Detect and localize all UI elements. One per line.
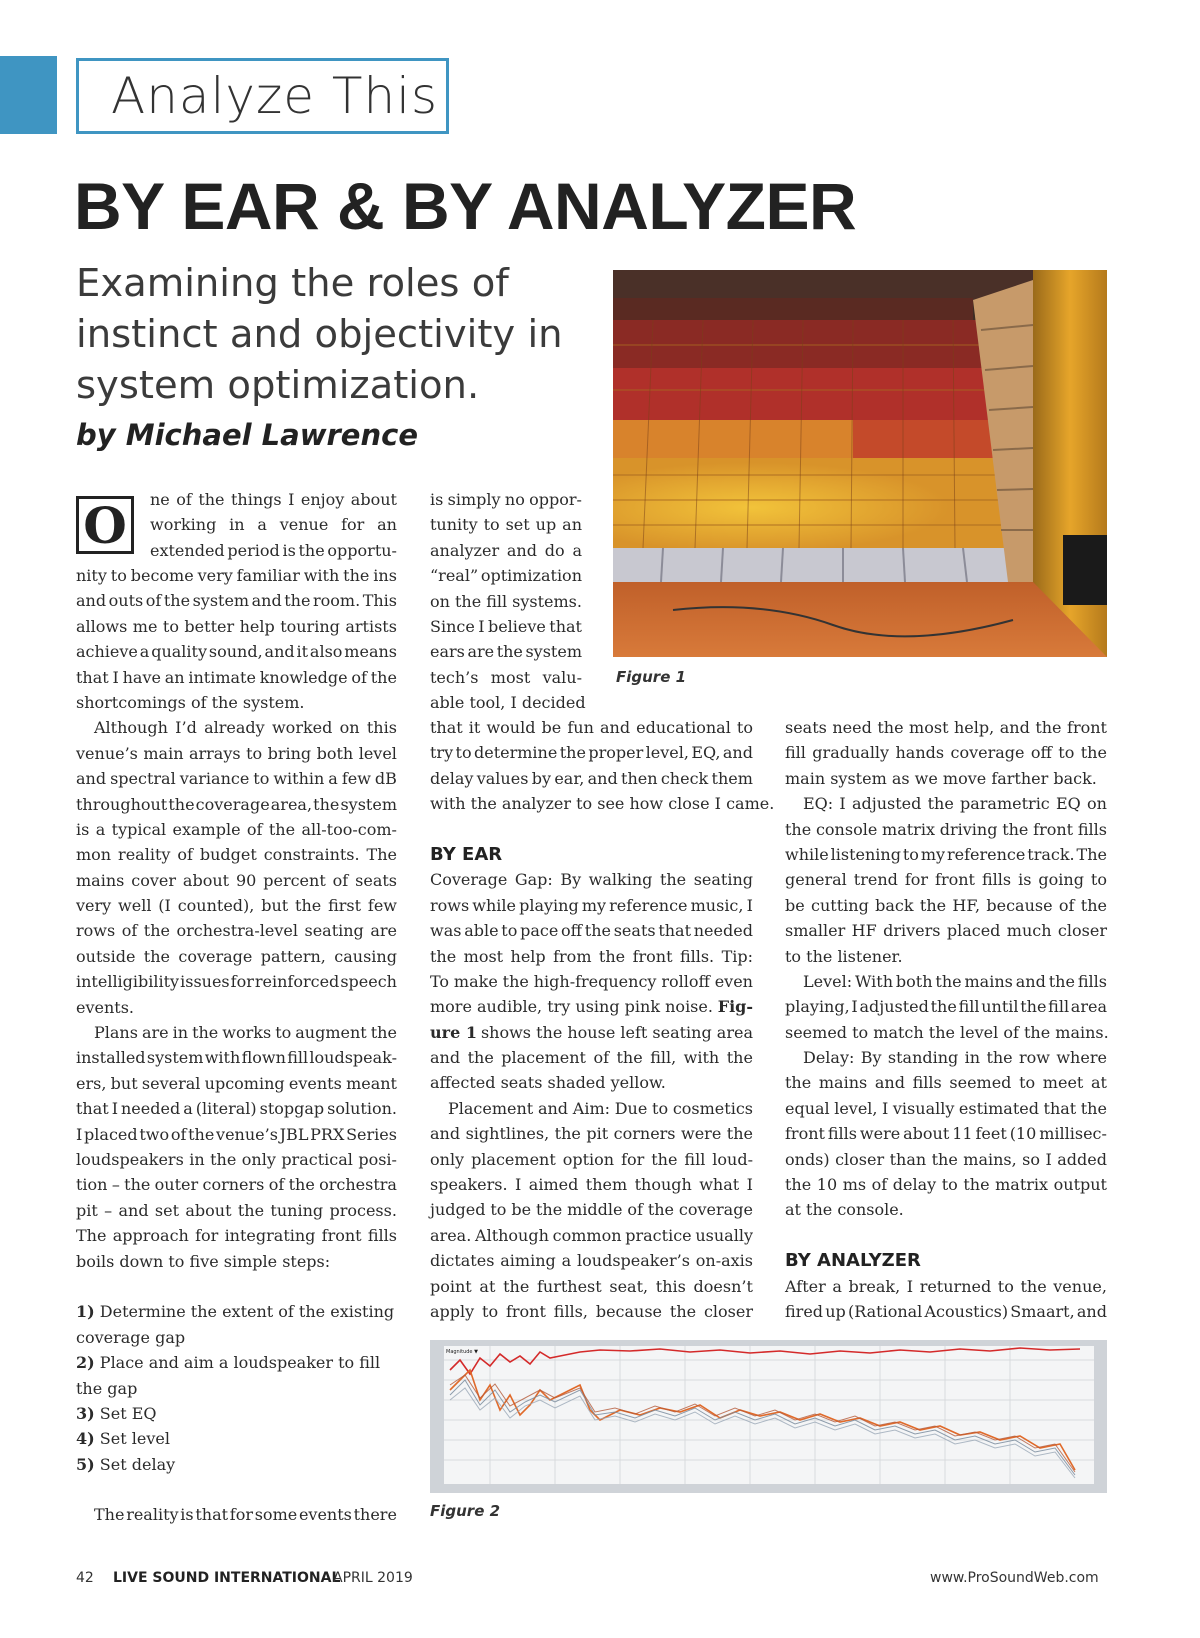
text-line: rows of the orchestra-level seating are xyxy=(76,921,397,941)
text-line: judged to be the middle of the coverage xyxy=(430,1200,753,1220)
text-line: fill gradually hands coverage off to the xyxy=(785,743,1107,763)
text-line: at the console. xyxy=(785,1200,904,1220)
text-line: tech’s most valu- xyxy=(430,667,582,687)
text-line: was able to pace off the seats that needed xyxy=(430,921,753,941)
step-item: 2) Place and aim a loudspeaker to fill xyxy=(76,1353,381,1373)
text-line: venue’s main arrays to bring both level xyxy=(76,743,397,763)
blank-line xyxy=(430,817,753,842)
blank-line xyxy=(785,1223,1107,1248)
text-line: ers, but several upcoming events meant xyxy=(76,1073,397,1093)
text-line: front fills were about 11 feet (10 millisec- xyxy=(785,1124,1107,1144)
text-line: fired up (Rational Acoustics) Smaart, and xyxy=(785,1301,1107,1321)
text-line: nity to become very familiar with the ins xyxy=(76,566,397,585)
text-line: more audible, try using pink noise. Fig- xyxy=(430,994,753,1019)
text-line: general trend for front fills is going to xyxy=(785,870,1107,890)
text-line: area. Although common practice usually xyxy=(430,1225,753,1245)
text-line: on the fill systems. xyxy=(430,591,582,611)
text-line: and spectral variance to within a few dB xyxy=(76,769,397,789)
step-item: 4) Set level xyxy=(76,1429,170,1449)
text-line: Although I’d already worked on this xyxy=(94,718,397,738)
text-line: the most help from the front fills. Tip: xyxy=(430,946,753,966)
text-line: rows while playing my reference music, I xyxy=(430,895,753,915)
text-line: the console matrix driving the front fills xyxy=(785,819,1107,839)
paragraph xyxy=(76,715,397,1020)
text-line: is a typical example of the all-too-com- xyxy=(76,819,397,839)
text-line: I placed two of the venue’s JBL PRX Series xyxy=(76,1124,397,1144)
text-line: main system as we move farther back. xyxy=(785,768,1097,788)
text-line: The approach for integrating front fills xyxy=(76,1226,397,1246)
drop-cap: O xyxy=(76,496,134,554)
text-line: mains cover about 90 percent of seats xyxy=(76,870,397,890)
subhead xyxy=(430,842,753,867)
dek-line: system optimization. xyxy=(76,363,480,408)
footer-magazine: LIVE SOUND INTERNATIONAL xyxy=(113,1570,341,1586)
text-line: that I needed a (literal) stopgap solution. xyxy=(76,1099,397,1119)
step-item: 5) Set delay xyxy=(76,1454,176,1474)
step-item-cont: coverage gap xyxy=(76,1327,186,1347)
text-line: able tool, I decided xyxy=(430,693,586,713)
blank-line xyxy=(76,1477,397,1502)
text-line: speakers. I aimed them though what I xyxy=(430,1175,753,1195)
transfer-function-graph xyxy=(430,1340,1107,1493)
text-line: onds) closer than the mains, so I added xyxy=(785,1149,1107,1169)
figure-ref: ure 1 xyxy=(430,1022,477,1042)
dek-line: Examining the roles of xyxy=(76,261,509,306)
step-item: 1) Determine the extent of the existing xyxy=(76,1302,395,1322)
text-line: EQ: I adjusted the parametric EQ on xyxy=(803,794,1107,814)
text-line: the 10 ms of delay to the matrix output xyxy=(785,1175,1107,1195)
text-line: After a break, I returned to the venue, xyxy=(785,1276,1107,1296)
text-line: seemed to match the level of the mains. xyxy=(785,1022,1109,1042)
text-line: delay values by ear, and then check them xyxy=(430,768,753,788)
body-column-1 xyxy=(150,487,397,563)
text-line: ears are the system xyxy=(430,642,582,662)
text-line: extended period is the opportu- xyxy=(150,540,397,560)
body-column-3 xyxy=(785,715,1107,1324)
text-line: affected seats shaded yellow. xyxy=(430,1073,666,1093)
body-column-1-main xyxy=(76,563,397,1528)
text-line: intelligibility issues for reinforced speech xyxy=(76,972,397,992)
text-line: and sightlines, the pit corners were the xyxy=(430,1124,753,1144)
text-line: while listening to my reference track. The xyxy=(785,844,1107,864)
step-item-cont: the gap xyxy=(76,1378,138,1398)
text-line: very well (I counted), but the first few xyxy=(76,896,397,916)
text-line: achieve a quality sound, and it also means xyxy=(76,642,397,662)
text-line: events. xyxy=(76,997,135,1017)
dek-line: instinct and objectivity in xyxy=(76,312,563,357)
text-line: tunity to set up an xyxy=(430,515,582,535)
text-line: with the analyzer to see how close I came. xyxy=(430,794,775,814)
figure-1-caption: Figure 1 xyxy=(616,668,687,686)
text-line: and outs of the system and the room. This xyxy=(76,591,397,611)
text-line: Placement and Aim: Due to cosmetics xyxy=(448,1098,753,1118)
text-line: the mains and fills seemed to meet at xyxy=(785,1073,1107,1093)
text-line: allows me to better help touring artists xyxy=(76,616,397,636)
text-line: ure 1 shows the house left seating area xyxy=(430,1020,753,1045)
text-line: “real” optimization xyxy=(430,566,582,586)
text-line: mon reality of budget constraints. The xyxy=(76,845,397,865)
headline: BY EAR & BY ANALYZER xyxy=(74,169,857,243)
figure-2-caption: Figure 2 xyxy=(430,1502,501,1520)
body-column-2 xyxy=(430,715,775,1324)
text-line: installed system with flown fill loudspeak- xyxy=(76,1048,397,1068)
auditorium-photo xyxy=(613,270,1107,657)
text-line: pit – and set about the tuning process. xyxy=(76,1200,397,1220)
text-line: point at the furthest seat, this doesn’t xyxy=(430,1276,753,1296)
subhead-by-analyzer: BY ANALYZER xyxy=(785,1250,921,1272)
graph-label: Magnitude ▼ xyxy=(446,1349,478,1355)
text-line: To make the high-frequency rolloff even xyxy=(430,971,753,991)
text-line: loudspeakers in the only practical posi- xyxy=(76,1149,397,1169)
step-item: 3) Set EQ xyxy=(76,1403,157,1423)
text-line: ne of the things I enjoy about xyxy=(150,490,397,509)
text-line: smaller HF drivers placed much closer xyxy=(785,921,1107,941)
subhead-by-ear: BY EAR xyxy=(430,843,503,865)
steps-list xyxy=(76,1299,397,1477)
paragraph xyxy=(76,1020,397,1274)
text-line: dictates aiming a loudspeaker’s on-axis xyxy=(430,1251,753,1271)
text-line: that I have an intimate knowledge of the xyxy=(76,667,397,687)
text-line: working in a venue for an xyxy=(150,515,397,535)
figure-ref: Fig- xyxy=(717,997,753,1017)
text-line: Plans are in the works to augment the xyxy=(94,1023,397,1043)
paragraph xyxy=(76,563,397,715)
blank-line xyxy=(76,1274,397,1299)
text-line: Level: With both the mains and the fills xyxy=(803,971,1107,991)
subhead xyxy=(785,1248,1107,1273)
footer-page-number: 42 xyxy=(76,1570,94,1586)
text-line: be cutting back the HF, because of the xyxy=(785,895,1107,915)
text-line: apply to front fills, because the closer xyxy=(430,1301,753,1321)
text-line: analyzer and do a xyxy=(430,540,582,560)
dek xyxy=(76,258,586,411)
section-label-box xyxy=(76,58,449,134)
text-line: that it would be fun and educational to xyxy=(430,718,753,737)
text-line: and the placement of the fill, with the xyxy=(430,1048,753,1068)
footer-url[interactable]: www.ProSoundWeb.com xyxy=(930,1570,1099,1586)
text-line: playing, I adjusted the fill until the fill area xyxy=(785,997,1107,1017)
text-line: Coverage Gap: By walking the seating xyxy=(430,870,753,890)
text-line: shortcomings of the system. xyxy=(76,692,305,712)
section-label: Analyze This xyxy=(111,67,439,125)
body-column-2-narrow xyxy=(430,487,586,716)
text-line: Since I believe that xyxy=(430,616,582,636)
text-line: Delay: By standing in the row where xyxy=(803,1048,1107,1068)
byline: by Michael Lawrence xyxy=(76,418,418,452)
text-line: tion – the outer corners of the orchestra xyxy=(76,1175,397,1195)
text-line: is simply no oppor- xyxy=(430,490,582,509)
text-line: only placement option for the fill loud- xyxy=(430,1149,753,1169)
text-line: to the listener. xyxy=(785,946,903,966)
section-tab-accent xyxy=(0,56,57,134)
text-line: The reality is that for some events there xyxy=(94,1505,397,1525)
footer-date: APRIL 2019 xyxy=(333,1570,413,1586)
text-line: outside the coverage pattern, causing xyxy=(76,946,397,966)
text-line: try to determine the proper level, EQ, and xyxy=(430,743,753,763)
text-line: throughout the coverage area, the system xyxy=(76,794,397,814)
text-line: boils down to five simple steps: xyxy=(76,1251,331,1271)
text-line: seats need the most help, and the front xyxy=(785,718,1107,737)
text-line: equal level, I visually estimated that the xyxy=(785,1098,1107,1118)
